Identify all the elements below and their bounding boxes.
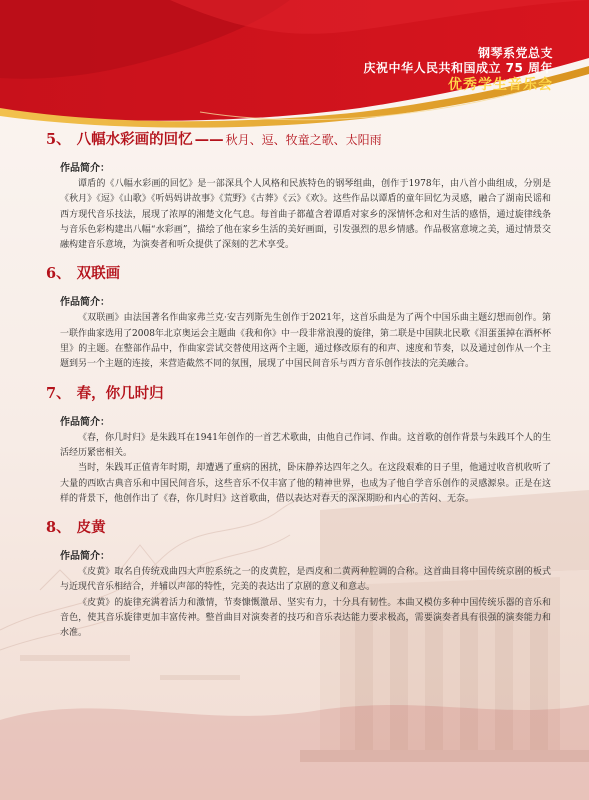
section-title — [46, 384, 551, 404]
item-number: 5、 — [46, 131, 71, 148]
program-content — [46, 130, 551, 653]
program-item-6 — [46, 264, 551, 372]
piece-movements: 秋月、逗、牧童之歌、太阳雨 — [225, 133, 382, 147]
item-number: 6、 — [46, 265, 71, 283]
section-title — [46, 130, 551, 150]
intro-paragraph: 谭盾的《八幅水彩画的回忆》是一部深具个人风格和民族特色的钢琴组曲，创作于1978年，由八首小曲组成，分别是《秋月》《逗》《山歌》《听妈妈讲故事》《荒野》《古葬》《云》《欢》。这些作品以谭盾的童年回忆为灵感，融合了湖南民谣和西方现代音乐技法，展现了浓厚的湘楚文化气息。每首曲子都蕴含着谭盾对家乡的深情怀念和对生活的感悟，通过旋律线条与音乐色彩构建出八幅“水彩画”，描绘了他在家乡生活的美好画面，引发强烈的思乡情感。作品极富意境之美，通过情景交融构建音乐意境，为演奏者和听众提供了深刻的艺术享受。 — [60, 179, 551, 251]
item-number: 7、 — [46, 384, 71, 402]
intro-paragraph: 《皮黄》取名自传统戏曲四大声腔系统之一的皮黄腔，是西皮和二黄两种腔调的合称。这首曲目将中国传统京剧的板式与近现代音乐相结合，并辅以声部的特性，完美的表达出了京剧的意义和意志。 — [60, 567, 551, 593]
program-item-8 — [46, 518, 551, 641]
piece-title: 春，你几时归 — [76, 384, 164, 402]
concert-title: 优秀学生音乐会 — [448, 77, 553, 93]
title-dash: —— — [194, 131, 224, 148]
piece-title: 八幅水彩画的回忆 — [76, 131, 193, 148]
concert-header — [363, 46, 553, 94]
anniversary-line: 庆祝中华人民共和国成立 75 周年 — [363, 61, 553, 75]
intro-label: 作品简介： — [60, 297, 110, 309]
intro-paragraph: 当时，朱践耳正值青年时期，却遭遇了重病的困扰，卧床静养达四年之久。在这段艰难的日子里，他通过收音机收听了大量的西欧古典音乐和中国民间音乐，这些音乐不仅丰富了他的精神世界，也成为了他自学音乐创作的灵感源泉。正是在这样的背景下，他创作出了《春，你几时归》这首歌曲，借以表达对春天的深深期盼和内心的苦闷、无奈。 — [60, 463, 551, 504]
intro-paragraph: 《双联画》由法国著名作曲家弗兰克·安吉列斯先生创作于2021年，这首乐曲是为了两个中国乐曲主题幻想而创作。第一联作曲家选用了2008年北京奥运会主题曲《我和你》中一段非常浪漫的旋律，第二联是中国陕北民歌《泪蛋蛋掉在酒杯杯里》的主题。在整部作品中，作曲家尝试交替使用这两个主题，通过修改原有的和声、速度和节奏，以及通过创作从一个主题到另一个主题的连接，来营造截然不同的氛围，展现了中国民间音乐与西方音乐创作技法的完美融合。 — [60, 313, 551, 370]
section-title — [46, 518, 551, 538]
section-title — [46, 264, 551, 284]
intro-label: 作品简介： — [60, 416, 110, 428]
item-number: 8、 — [46, 519, 71, 537]
program-item-7 — [46, 384, 551, 507]
intro-label: 作品简介： — [60, 163, 110, 174]
piece-title: 皮黄 — [76, 519, 106, 537]
program-item-5 — [46, 130, 551, 253]
piece-title: 双联画 — [76, 265, 121, 283]
intro-paragraph: 《春，你几时归》是朱践耳在1941年创作的一首艺术歌曲，由他自己作词、作曲。这首歌的创作背景与朱践耳个人的生活经历紧密相关。 — [60, 432, 551, 458]
intro-paragraph: 《皮黄》的旋律充满着活力和激情，节奏慷慨激昂、坚实有力，十分具有韧性。本曲又模仿多种中国传统乐器的音乐和音色，使其音乐旋律更加丰富传神。整首曲目对演奏者的技巧和音乐表达能力要求极高，需要演奏者具有很强的演奏能力和水准。 — [60, 597, 551, 639]
intro-label: 作品简介： — [60, 551, 110, 563]
organizer-line: 钢琴系党总支 — [477, 46, 553, 60]
